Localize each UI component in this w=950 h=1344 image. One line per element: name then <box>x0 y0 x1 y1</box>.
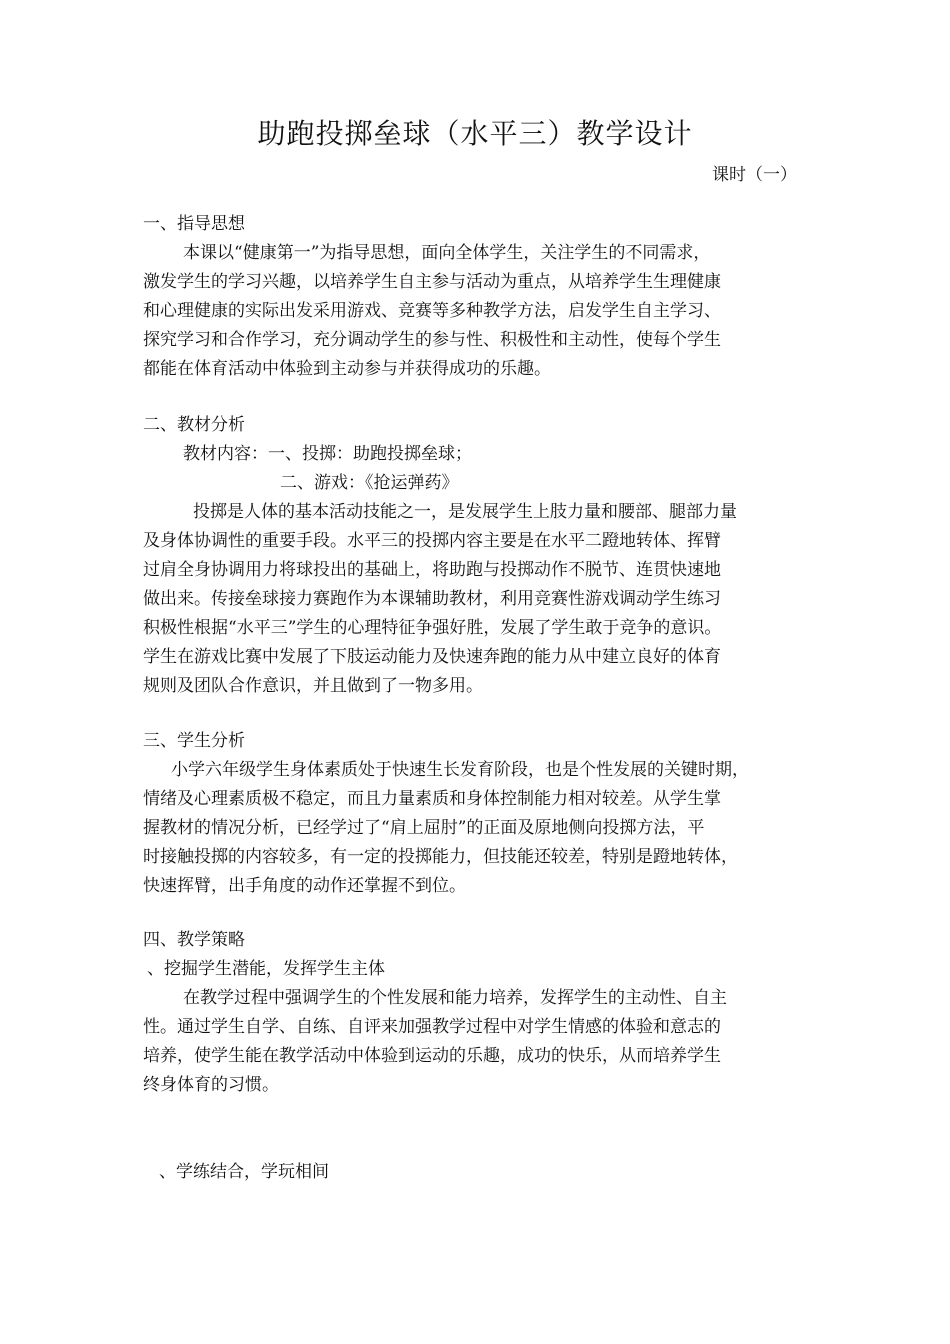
paragraph-line: 终身体育的习惯。 <box>143 1075 279 1095</box>
paragraph-line: 和心理健康的实际出发采用游戏、竞赛等多种教学方法，启发学生自主学习、 <box>143 301 721 321</box>
paragraph-line: 快速挥臂，出手角度的动作还掌握不到位。 <box>143 876 466 896</box>
section-heading: 一、指导思想 <box>143 214 245 234</box>
strategy-subheading: 、学练结合，学玩相间 <box>159 1162 329 1182</box>
paragraph-line: 及身体协调性的重要手段。水平三的投掷内容主要是在水平二蹬地转体、挥臂 <box>143 531 721 551</box>
paragraph-line: 积极性根据“水平三”学生的心理特征争强好胜，发展了学生敢于竞争的意识。 <box>143 618 722 638</box>
paragraph-line: 学生在游戏比赛中发展了下肢运动能力及快速奔跑的能力从中建立良好的体育 <box>143 647 721 667</box>
paragraph-line: 时接触投掷的内容较多，有一定的投掷能力，但技能还较差，特别是蹬地转体， <box>143 847 738 867</box>
section-student-analysis <box>143 726 813 901</box>
paragraph-line: 激发学生的学习兴趣，以培养学生自主参与活动为重点，从培养学生生理健康 <box>143 272 721 292</box>
paragraph-line: 探究学习和合作学习，充分调动学生的参与性、积极性和主动性，使每个学生 <box>143 330 721 350</box>
paragraph-line: 过肩全身协调用力将球投出的基础上，将助跑与投掷动作不脱节、连贯快速地 <box>143 560 721 580</box>
paragraph-line: 投掷是人体的基本活动技能之一，是发展学生上肢力量和腰部、腿部力量 <box>193 502 737 522</box>
section-heading: 三、学生分析 <box>143 731 245 751</box>
paragraph-line: 培养，使学生能在教学活动中体验到运动的乐趣，成功的快乐，从而培养学生 <box>143 1046 721 1066</box>
paragraph-line: 本课以“健康第一”为指导思想，面向全体学生，关注学生的不同需求， <box>183 243 711 263</box>
paragraph-line: 做出来。传接垒球接力赛跑作为本课辅助教材，利用竞赛性游戏调动学生练习 <box>143 589 721 609</box>
paragraph-line: 规则及团队合作意识，并且做到了一物多用。 <box>143 676 483 696</box>
section-heading: 四、教学策略 <box>143 930 245 950</box>
section-teaching-strategy <box>143 925 813 1100</box>
section-material-analysis <box>143 410 813 701</box>
material-content-2: 二、游戏：《抢运弹药》 <box>280 473 459 493</box>
paragraph-line: 性。通过学生自学、自练、自评来加强教学过程中对学生情感的体验和意志的 <box>143 1017 721 1037</box>
lesson-number: 课时（一） <box>712 165 797 185</box>
document-title: 助跑投掷垒球（水平三）教学设计 <box>257 117 693 150</box>
section-strategy-2 <box>143 1158 813 1187</box>
strategy-subheading: 、挖掘学生潜能，发挥学生主体 <box>147 959 385 979</box>
paragraph-line: 情绪及心理素质极不稳定，而且力量素质和身体控制能力相对较差。从学生掌 <box>143 789 721 809</box>
paragraph-line: 都能在体育活动中体验到主动参与并获得成功的乐趣。 <box>143 359 551 379</box>
section-heading: 二、教材分析 <box>143 415 245 435</box>
paragraph-line: 小学六年级学生身体素质处于快速生长发育阶段，也是个性发展的关键时期， <box>171 760 749 780</box>
section-guiding-thought <box>143 209 813 384</box>
paragraph-line: 在教学过程中强调学生的个性发展和能力培养，发挥学生的主动性、自主 <box>183 988 727 1008</box>
paragraph-line: 握教材的情况分析，已经学过了“肩上屈肘”的正面及原地侧向投掷方法，平 <box>143 818 705 838</box>
material-content-1: 教材内容：一、投掷：助跑投掷垒球； <box>183 444 472 464</box>
